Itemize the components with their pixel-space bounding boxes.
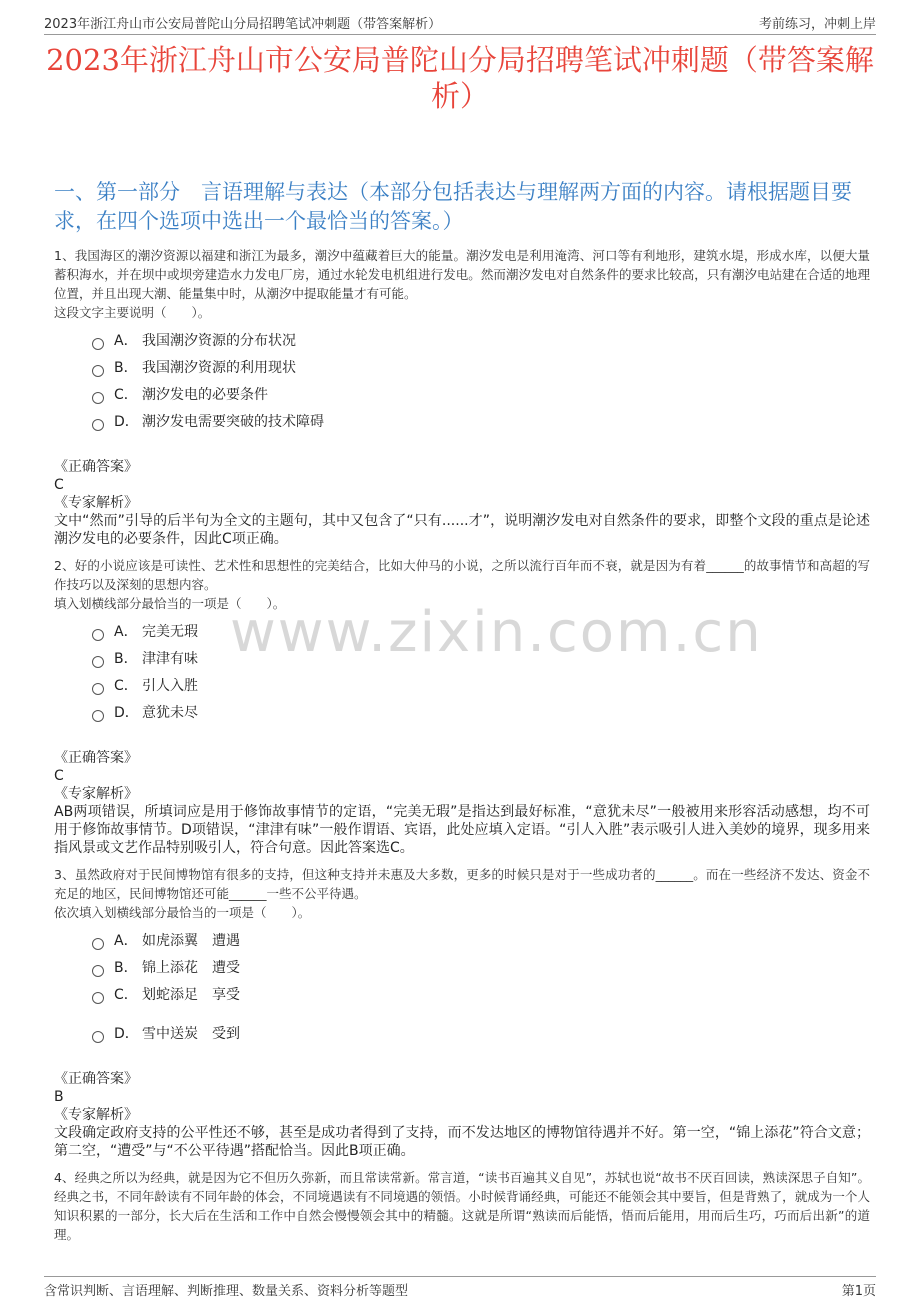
question-stem: 4、经典之所以为经典，就是因为它不但历久弥新，而且常读常新。常言道，“读书百遍其义自见”，苏轼也说“故书不厌百回读，熟读深思子自知”。经典之书，不同年龄读有不同年龄的体会，不同境遇读有不同境遇的领悟。小时候背诵经典，可能还不能领会其中要旨，但是背熟了，就成为一个人知识积累的一部分，长大后在生活和工作中自然会慢慢领会其中的精髓。这就是所谓“熟读而后能悟，悟而后能用，用而后生巧，巧而后出新”的道理。 bbox=[54, 1170, 870, 1242]
option-text: 潮汐发电需要突破的技术障碍 bbox=[142, 414, 324, 430]
option-list bbox=[92, 328, 870, 436]
analysis-label: 《专家解析》 bbox=[54, 495, 138, 511]
answer-value: B bbox=[54, 1089, 64, 1105]
option-letter: B． bbox=[114, 360, 138, 376]
option-text: 我国潮汐资源的利用现状 bbox=[142, 360, 296, 376]
radio-button-icon[interactable] bbox=[92, 938, 104, 950]
analysis-text: AB两项错误，所填词应是用于修饰故事情节的定语，“完美无瑕”是指达到最好标准，“意犹未尽”一般被用来形容活动感想，均不可用于修饰故事情节。D项错误，“津津有味”一般作谓语、宾语，此处应填入定语。“引人入胜”表示吸引人进入美妙的境界，现多用来指风景或文艺作品特别吸引人，符合句意。因此答案选C。 bbox=[54, 804, 870, 856]
option-list bbox=[92, 928, 870, 1048]
analysis-label: 《专家解析》 bbox=[54, 1107, 138, 1123]
question-2 bbox=[54, 556, 870, 857]
option-text: 引人入胜 bbox=[142, 678, 198, 694]
option-a[interactable] bbox=[92, 328, 870, 355]
option-c[interactable] bbox=[92, 673, 870, 700]
analysis-text: 文段确定政府支持的公平性还不够，甚至是成功者得到了支持，而不发达地区的博物馆待遇并不好。第一空，“锦上添花”符合文意；第二空，“遭受”与“不公平待遇”搭配恰当。因此B项正确。 bbox=[54, 1125, 870, 1159]
answer-label: 《正确答案》 bbox=[54, 1071, 138, 1087]
header-doc-title: 2023年浙江舟山市公安局普陀山分局招聘笔试冲刺题（带答案解析） bbox=[44, 17, 442, 32]
page-title: 2023年浙江舟山市公安局普陀山分局招聘笔试冲刺题（带答案解析） bbox=[46, 43, 874, 113]
option-letter: C． bbox=[114, 987, 138, 1003]
running-header bbox=[44, 12, 876, 35]
question-3 bbox=[54, 865, 870, 1160]
option-b[interactable] bbox=[92, 955, 870, 982]
question-1 bbox=[54, 246, 870, 548]
radio-button-icon[interactable] bbox=[92, 365, 104, 377]
option-b[interactable] bbox=[92, 646, 870, 673]
radio-button-icon[interactable] bbox=[92, 629, 104, 641]
option-text: 津津有味 bbox=[142, 651, 198, 667]
radio-button-icon[interactable] bbox=[92, 710, 104, 722]
option-c[interactable] bbox=[92, 382, 870, 409]
option-d[interactable] bbox=[92, 1021, 870, 1048]
option-letter: B． bbox=[114, 651, 138, 667]
answer-block bbox=[54, 1070, 870, 1160]
question-list bbox=[54, 246, 870, 1252]
option-list bbox=[92, 619, 870, 727]
option-letter: A． bbox=[114, 933, 138, 949]
option-text: 完美无瑕 bbox=[142, 624, 198, 640]
radio-button-icon[interactable] bbox=[92, 683, 104, 695]
option-text: 划蛇添足 享受 bbox=[142, 987, 240, 1003]
option-d[interactable] bbox=[92, 700, 870, 727]
option-a[interactable] bbox=[92, 619, 870, 646]
radio-button-icon[interactable] bbox=[92, 965, 104, 977]
question-prompt: 填入划横线部分最恰当的一项是（ ）。 bbox=[54, 596, 286, 611]
radio-button-icon[interactable] bbox=[92, 1031, 104, 1043]
answer-value: C bbox=[54, 477, 64, 493]
option-text: 雪中送炭 受到 bbox=[142, 1026, 240, 1042]
option-a[interactable] bbox=[92, 928, 870, 955]
answer-value: C bbox=[54, 768, 64, 784]
question-prompt: 这段文字主要说明（ ）。 bbox=[54, 305, 211, 320]
option-letter: D． bbox=[114, 414, 139, 430]
radio-button-icon[interactable] bbox=[92, 656, 104, 668]
option-letter: D． bbox=[114, 1026, 139, 1042]
question-stem: 1、我国海区的潮汐资源以福建和浙江为最多，潮汐中蕴藏着巨大的能量。潮汐发电是利用淹湾、河口等有利地形，建筑水堤，形成水库，以便大量蓄积海水，并在坝中或坝旁建造水力发电厂房，通过水轮发电机组进行发电。然而潮汐发电对自然条件的要求比较高，只有潮汐电站建在合适的地理位置，并且出现大潮、能量集中时，从潮汐中提取能量才有可能。 bbox=[54, 248, 870, 301]
option-letter: A． bbox=[114, 624, 138, 640]
running-footer bbox=[44, 1276, 876, 1300]
header-slogan: 考前练习，冲刺上岸 bbox=[758, 17, 876, 32]
option-text: 我国潮汐资源的分布状况 bbox=[142, 333, 296, 349]
question-stem: 3、虽然政府对于民间博物馆有很多的支持，但这种支持并未惠及大多数，更多的时候只是对于一些成功者的______。而在一些经济不发达、资金不充足的地区，民间博物馆还可能______一些不公平待遇。 bbox=[54, 867, 870, 901]
answer-label: 《正确答案》 bbox=[54, 459, 138, 475]
footer-topics: 含常识判断、言语理解、判断推理、数量关系、资料分析等题型 bbox=[44, 1284, 409, 1299]
answer-label: 《正确答案》 bbox=[54, 750, 138, 766]
page-number: 第1页 bbox=[841, 1284, 876, 1299]
analysis-text: 文中“然而”引导的后半句为全文的主题句，其中又包含了“只有......才”，说明潮汐发电对自然条件的要求，即整个文段的重点是论述潮汐发电的必要条件，因此C项正确。 bbox=[54, 513, 870, 547]
option-b[interactable] bbox=[92, 355, 870, 382]
section-heading: 一、第一部分 言语理解与表达（本部分包括表达与理解两方面的内容。请根据题目要求，在四个选项中选出一个最恰当的答案。） bbox=[54, 180, 852, 233]
question-stem: 2、好的小说应该是可读性、艺术性和思想性的完美结合，比如大仲马的小说，之所以流行百年而不衰，就是因为有着______的故事情节和高超的写作技巧以及深刻的思想内容。 bbox=[54, 558, 870, 592]
question-4 bbox=[54, 1168, 870, 1244]
option-letter: C． bbox=[114, 387, 138, 403]
option-letter: A． bbox=[114, 333, 138, 349]
question-prompt: 依次填入划横线部分最恰当的一项是（ ）。 bbox=[54, 905, 311, 920]
option-text: 锦上添花 遭受 bbox=[142, 960, 240, 976]
option-text: 潮汐发电的必要条件 bbox=[142, 387, 268, 403]
analysis-label: 《专家解析》 bbox=[54, 786, 138, 802]
option-letter: C． bbox=[114, 678, 138, 694]
option-text: 如虎添翼 遭遇 bbox=[142, 933, 240, 949]
option-c[interactable] bbox=[92, 982, 870, 1009]
watermark: www.zixin.com.cn bbox=[230, 600, 763, 665]
answer-block bbox=[54, 458, 870, 548]
option-text: 意犹未尽 bbox=[142, 705, 198, 721]
answer-block bbox=[54, 749, 870, 857]
radio-button-icon[interactable] bbox=[92, 419, 104, 431]
radio-button-icon[interactable] bbox=[92, 338, 104, 350]
option-letter: B． bbox=[114, 960, 138, 976]
radio-button-icon[interactable] bbox=[92, 392, 104, 404]
option-letter: D． bbox=[114, 705, 139, 721]
radio-button-icon[interactable] bbox=[92, 992, 104, 1004]
option-d[interactable] bbox=[92, 409, 870, 436]
